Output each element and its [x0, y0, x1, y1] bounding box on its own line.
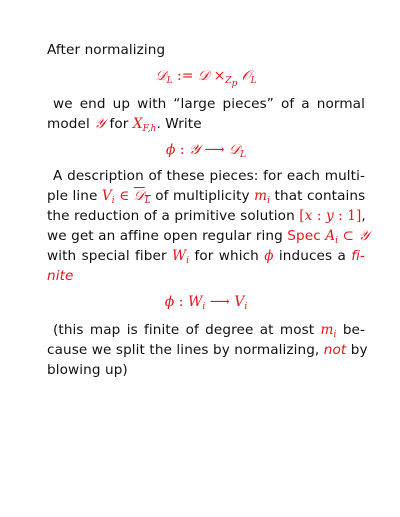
paragraph-line: blowing up)	[47, 362, 128, 378]
paragraph-line: we end up with “large pieces” of a normal	[53, 96, 365, 112]
paragraph-line: A description of these pieces: for each multi-	[53, 168, 365, 184]
equation-map: ϕ : 𝒴 ⟶ 𝒟$_L$	[165, 142, 247, 160]
paragraph-line: with special fiber $W_i$ for which ϕ induces a fi-	[47, 248, 366, 266]
paragraph-line: (this map is finite of degree at most $m_i$ be-	[53, 322, 366, 340]
equation-finite-map: ϕ : $W_i$ ⟶ $V_i$	[164, 294, 248, 312]
paragraph-line: we get an affine open regular ring Spec $A_i$ ⊂ 𝒴	[47, 228, 370, 246]
paragraph-line: cause we split the lines by normalizing, not by	[47, 342, 368, 358]
paragraph-line: the reduction of a primitive solution [x : y : 1],	[47, 208, 366, 224]
paragraph-line: nite	[47, 268, 74, 284]
paragraph-line: ple line $V_i$ ∈ 𝒟$_L$ of multiplicity $m_i$ that contains	[47, 188, 366, 206]
intro-text: After normalizing	[47, 42, 166, 58]
paragraph-line: model 𝒴 for $X_{F,h}$. Write	[47, 116, 202, 134]
equation-normalization: 𝒟$_L$ := 𝒟 $\times_{Z_p}$ 𝒪$_L$	[155, 68, 257, 89]
